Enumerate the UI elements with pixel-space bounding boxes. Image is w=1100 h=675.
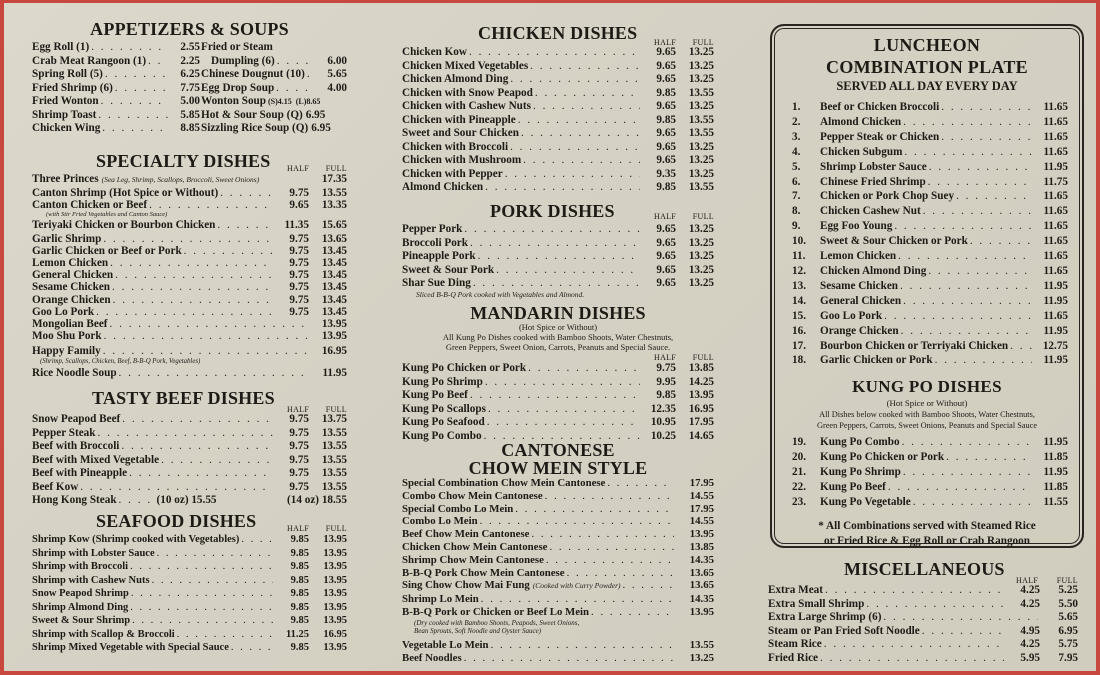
half-full-header: HALF FULL [287,524,347,533]
menu-item: Sing Chow Chow Mai Fung (Cooked with Curry Powder) . . . 13.65 [402,579,714,593]
menu-item: Pepper Pork . . . 9.65 13.25 [402,223,714,237]
section-title: SEAFOOD DISHES [96,511,257,531]
kungpo-title: KUNG PO DISHES [852,377,1002,397]
menu-item: Canton Shrimp (Hot Spice or Without) . . . 9.75 13.55 [32,187,347,201]
menu-item: Teriyaki Chicken or Bourbon Chicken . . . 11.35 15.65 [32,219,347,233]
menu-item: Shar Sue Ding . . . 9.65 13.25 [402,277,714,291]
menu-item: Dumpling (6) . . . 6.00 [201,55,347,69]
menu-item: Chicken with Mushroom . . . 9.65 13.25 [402,154,714,168]
menu-item: Chicken Kow . . . 9.65 13.25 [402,46,714,60]
menu-item: Chicken Chow Mein Cantonese . . . 13.85 [402,541,714,554]
menu-item: Chicken with Cashew Nuts . . . 9.65 13.25 [402,100,714,114]
menu-item: Fried or Steam [201,41,273,53]
half-full-header: HALF FULL [1016,576,1078,585]
menu-item: Chicken with Snow Peapod . . . 9.85 13.55 [402,87,714,101]
section-subtitle: (Hot Spice or Without) [886,398,968,409]
combo-item: 1. Beef or Chicken Broccoli . . . 11.65 [786,100,1068,115]
menu-item: Shrimp with Broccoli . . . 9.85 13.95 [32,560,347,574]
menu-item: Sesame Chicken . . . 9.75 13.45 [32,281,347,293]
half-full-header: HALF FULL [654,212,714,221]
menu-item: Shrimp Kow (Shrimp cooked with Vegetables) . . . 9.85 13.95 [32,533,347,547]
section-title: PORK DISHES [490,201,615,221]
specialty-section [32,151,347,381]
luncheon-box [770,24,1084,548]
menu-item: B-B-Q Pork or Chicken or Beef Lo Mein . . . 13.95 [402,606,714,619]
menu-item: Lemon Chicken . . . 9.75 13.45 [32,257,347,269]
combo-item: 11. Lemon Chicken . . . 11.65 [786,249,1068,264]
menu-item: Egg Roll (1) . . . 2.55 [32,41,200,55]
menu-item: Extra Meat . . . 4.25 5.25 [768,584,1078,598]
menu-item: Shrimp with Lobster Sauce . . . 9.85 13.95 [32,547,347,561]
menu-item: Kung Po Seafood . . . 10.95 17.95 [402,416,714,430]
half-full-header: HALF FULL [654,353,714,362]
section-title: CHOW MEIN STYLE [468,458,648,478]
menu-item: Garlic Shrimp . . . 9.75 13.65 [32,233,347,245]
section-description: Green Peppers, Sweet Onion, Carrots, Peanuts and Special Sauce. [445,342,671,352]
menu-item: Chicken with Pepper . . . 9.35 13.25 [402,168,714,182]
chicken-section [402,23,714,195]
combo-item: 18. Garlic Chicken or Pork . . . 11.95 [786,353,1068,368]
half-full-header: HALF FULL [654,38,714,47]
combo-item: 5. Shrimp Lobster Sauce . . . 11.95 [786,160,1068,175]
menu-item: Fried Wonton . . . 5.00 [32,95,200,109]
menu-item: Chicken Almond Ding . . . 9.65 13.25 [402,73,714,87]
beef-section [32,388,347,508]
menu-item: Beef Kow . . . 9.75 13.55 [32,481,347,495]
combination-note: * All Combinations served with Steamed Rice or Fried Rice & Egg Roll or Crab Rangoon [818,519,1036,547]
item-description: (with Stir Fried Vegetables and Canton Sauce) [46,211,168,218]
item-description: (Dry cooked with Bamboo Shoots, Peapods, Sweet Onions, [414,618,580,627]
menu-item: Orange Chicken . . . 9.75 13.45 [32,294,347,306]
menu-item: Pineapple Pork . . . 9.65 13.25 [402,250,714,264]
menu-item: Shrimp Lo Mein . . . 14.35 [402,593,714,606]
menu-item: Extra Small Shrimp . . . 4.25 5.50 [768,598,1078,612]
combo-item: 12. Chicken Almond Ding . . . 11.65 [786,264,1068,279]
combo-item: 20. Kung Po Chicken or Pork . . . 11.85 [786,450,1068,465]
menu-item: Shrimp with Scallop & Broccoli . . . 11.25 16.95 [32,628,347,642]
menu-item: Chicken with Broccoli . . . 9.65 13.25 [402,141,714,155]
menu-item: Special Combo Lo Mein . . . 17.95 [402,503,714,516]
menu-item: Kung Po Combo . . . 10.25 14.65 [402,430,714,444]
section-description: All Dishes below cooked with Bamboo Shoots, Water Chestnuts, [819,410,1035,420]
menu-item: Chinese Dougnut (10) . . . 5.65 [201,68,347,82]
combo-item: 23. Kung Po Vegetable . . . 11.55 [786,495,1068,510]
menu-item: General Chicken . . . 9.75 13.45 [32,269,347,281]
menu-item: Sweet & Sour Pork . . . 9.65 13.25 [402,264,714,278]
menu-item: Beef with Broccoli . . . 9.75 13.55 [32,440,347,454]
combo-item: 10. Sweet & Sour Chicken or Pork . . . 11.65 [786,234,1068,249]
section-title: SPECIALTY DISHES [96,151,271,171]
menu-item: Beef Noodles . . . 13.25 [402,652,714,665]
menu-item: Happy Family . . . 16.95 [32,345,347,357]
combo-item: 22. Kung Po Beef . . . 11.85 [786,480,1068,495]
section-title: TASTY BEEF DISHES [92,388,275,408]
item-description: Sliced B-B-Q Pork cooked with Vegetables and Almond. [416,289,585,299]
combo-item: 9. Egg Foo Young . . . 11.65 [786,219,1068,234]
menu-item: Almond Chicken . . . 9.85 13.55 [402,181,714,195]
combo-item: 14. General Chicken . . . 11.95 [786,294,1068,309]
menu-item: Special Combination Chow Mein Cantonese . . . 17.95 [402,477,714,490]
menu-item: Egg Drop Soup . . . 4.00 [201,82,347,96]
menu-item: Moo Shu Pork . . . 13.95 [32,330,347,342]
item-description: (Shrimp, Scallops, Chicken, Beef, B-B-Q Pork, Vegetables) [40,358,201,366]
appetizers-section [32,19,347,136]
combo-item: 16. Orange Chicken . . . 11.95 [786,324,1068,339]
seafood-section [32,511,347,655]
mandarin-section [402,303,714,443]
menu-item: Chicken Wing . . . 8.85 [32,122,200,136]
menu-item: Kung Po Chicken or Pork . . . 9.75 13.85 [402,362,714,376]
menu-item: Kung Po Shrimp . . . 9.95 14.25 [402,376,714,390]
section-subtitle: SERVED ALL DAY EVERY DAY [836,79,1018,93]
combo-item: 13. Sesame Chicken . . . 11.95 [786,279,1068,294]
menu-item: Chicken with Pineapple . . . 9.85 13.55 [402,114,714,128]
combo-item: 8. Chicken Cashew Nut . . . 11.65 [786,204,1068,219]
menu-item: Combo Lo Mein . . . 14.55 [402,515,714,528]
section-title: CANTONESE [501,440,615,460]
menu-item: Snow Peapod Shrimp . . . 9.85 13.95 [32,587,347,601]
menu-item: Kung Po Beef . . . 9.85 13.95 [402,389,714,403]
menu-item: Fried Shrimp (6) . . . 7.75 [32,82,200,96]
combo-item: 3. Pepper Steak or Chicken . . . 11.65 [786,130,1068,145]
menu-item: Garlic Chicken or Beef or Pork . . . 9.75 13.45 [32,245,347,257]
menu-item: Pepper Steak . . . 9.75 13.55 [32,427,347,441]
combo-item: 17. Bourbon Chicken or Terriyaki Chicken . . . 12.75 [786,339,1068,354]
combo-item: 15. Goo Lo Pork . . . 11.65 [786,309,1068,324]
menu-item: Sweet and Sour Chicken . . . 9.65 13.55 [402,127,714,141]
appetizers-left-list [32,41,200,136]
section-title: APPETIZERS & SOUPS [90,19,289,39]
section-description: All Kung Po Dishes cooked with Bamboo Shoots, Water Chestnuts, [442,332,674,342]
menu-item: Sweet & Sour Shrimp . . . 9.85 13.95 [32,614,347,628]
menu-item: Mongolian Beef . . . 13.95 [32,318,347,330]
combo-item: 7. Chicken or Pork Chop Suey . . . 11.65 [786,189,1068,204]
section-description: Green Peppers, Carrots, Sweet Onions, Peanuts and Special Sauce [816,421,1038,431]
combo-item: 6. Chinese Fried Shrimp . . . 11.75 [786,175,1068,190]
menu-item: Broccoli Pork . . . 9.65 13.25 [402,237,714,251]
menu-item: Beef with Pineapple . . . 9.75 13.55 [32,467,347,481]
menu-item: Hot & Sour Soup (Q) 6.95 [201,108,326,121]
menu-item: Shrimp with Cashew Nuts . . . 9.85 13.95 [32,574,347,588]
menu-item: Fried Rice . . . 5.95 7.95 [768,652,1078,666]
half-full-header: HALF FULL [287,405,347,414]
pork-section [402,201,714,299]
menu-item: Combo Chow Mein Cantonese . . . 14.55 [402,490,714,503]
menu-item: Goo Lo Pork . . . 9.75 13.45 [32,306,347,318]
combo-item: 4. Chicken Subgum . . . 11.65 [786,145,1068,160]
cantonese-section [402,441,714,664]
combo-item: 19. Kung Po Combo . . . 11.95 [786,435,1068,450]
menu-item: Wonton Soup (S)4.15 (L)8.65 [201,95,321,107]
menu-item: Steam Rice . . . 4.25 5.75 [768,638,1078,652]
menu-item: Shrimp Toast . . . 5.85 [32,109,200,123]
appetizers-right-list [201,41,347,136]
menu-item: Extra Large Shrimp (6) . . . 5.65 [768,611,1078,625]
menu-item: Beef Chow Mein Cantonese . . . 13.95 [402,528,714,541]
menu-item: B-B-Q Pork Chow Mein Cantonese . . . 13.65 [402,567,714,580]
menu-item: Vegetable Lo Mein . . . 13.55 [402,639,714,652]
menu-item: Snow Peapod Beef . . . 9.75 13.75 [32,413,347,427]
item-description: Bean Sprouts, Soft Noodle and Oyster Sauce) [414,626,542,635]
section-subtitle: (Hot Spice or Without) [518,322,598,332]
section-title: MANDARIN DISHES [470,303,646,323]
combo-item: 21. Kung Po Shrimp . . . 11.95 [786,465,1068,480]
menu-item: Shrimp Mixed Vegetable with Special Sauce . . . 9.85 13.95 [32,641,347,655]
section-title: LUNCHEON [873,35,981,55]
menu-item: Spring Roll (5) . . . 6.25 [32,68,200,82]
menu-item: Beef with Mixed Vegetable . . . 9.75 13.55 [32,454,347,468]
menu-item: Shrimp Almond Ding . . . 9.85 13.95 [32,601,347,615]
menu-item: Kung Po Scallops . . . 12.35 16.95 [402,403,714,417]
misc-section [768,559,1078,665]
menu-item: Rice Noodle Soup . . . 11.95 [32,367,347,381]
menu-page [4,3,1096,671]
menu-item: Hong Kong Steak . . . (10 oz) 15.55 (14 oz) 18.55 [32,494,347,508]
half-full-header: HALF FULL [287,164,347,173]
combo-item: 2. Almond Chicken . . . 11.65 [786,115,1068,130]
menu-item: Crab Meat Rangoon (1) . . . 2.25 [32,55,200,69]
menu-item: Shrimp Chow Mein Cantonese . . . 14.35 [402,554,714,567]
section-title: CHICKEN DISHES [478,23,638,43]
section-title: MISCELLANEOUS [844,559,1005,579]
menu-item: Three Princes (Sea Leg, Shrimp, Scallops, Broccoli, Sweet Onions) 17.35 [32,173,347,185]
menu-item: Canton Chicken or Beef . . . 9.65 13.35 [32,200,347,211]
menu-item: Steam or Pan Fried Soft Noodle . . . 4.95 6.95 [768,625,1078,639]
menu-item: Chicken Mixed Vegetables . . . 9.65 13.25 [402,60,714,74]
menu-item: Sizzling Rice Soup (Q) 6.95 [201,122,331,134]
section-title: COMBINATION PLATE [826,57,1028,77]
